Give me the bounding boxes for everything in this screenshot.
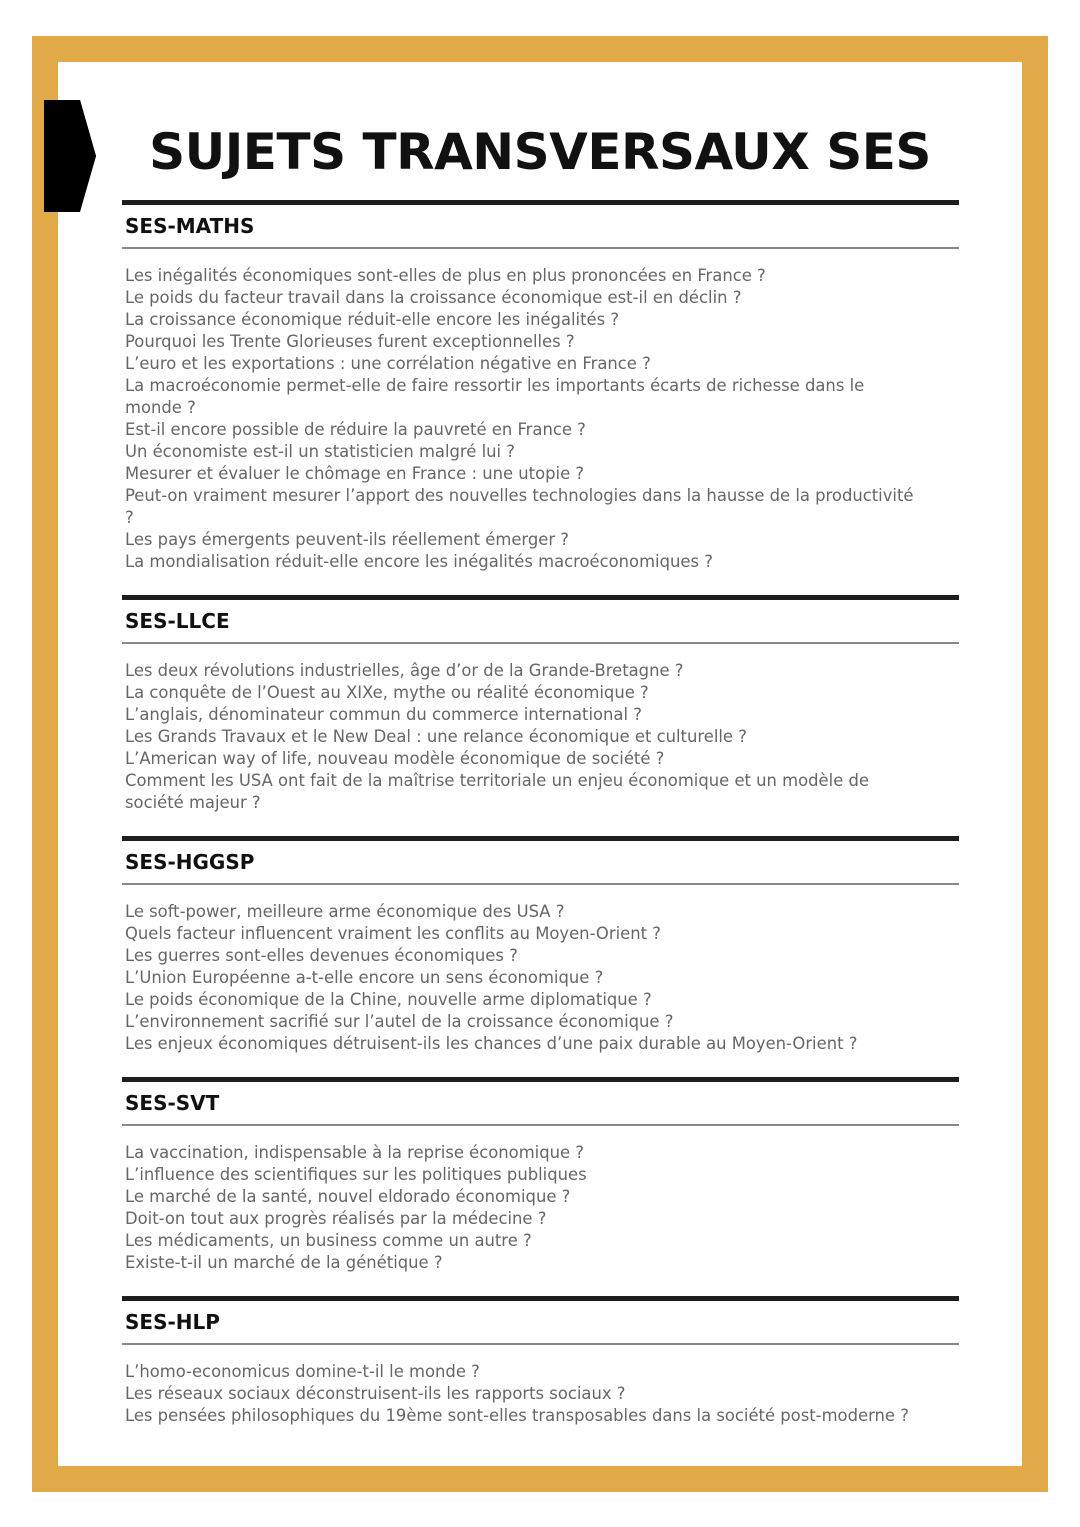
topic-item: Les enjeux économiques détruisent-ils les chances d’une paix durable au Moyen-Orient ?: [125, 1034, 858, 1053]
topic-item: Le marché de la santé, nouvel eldorado économique ?: [125, 1187, 571, 1206]
topic-item: Pourquoi les Trente Glorieuses furent exceptionnelles ?: [125, 332, 575, 351]
topic-item: La croissance économique réduit-elle encore les inégalités ?: [125, 310, 620, 329]
topic-item: Les réseaux sociaux déconstruisent-ils les rapports sociaux ?: [125, 1384, 626, 1403]
section-heading: SES-LLCE: [122, 600, 959, 644]
section-ses-llce: [122, 595, 959, 814]
section-heading: SES-SVT: [122, 1082, 959, 1126]
topic-item: Les pensées philosophiques du 19ème sont-elles transposables dans la société post-moderne ?: [125, 1406, 909, 1425]
section-ses-svt: [122, 1077, 959, 1274]
topic-item: Un économiste est-il un statisticien malgré lui ?: [125, 442, 515, 461]
topic-item: L’Union Européenne a-t-elle encore un sens économique ?: [125, 968, 604, 987]
topic-item: L’euro et les exportations : une corrélation négative en France ?: [125, 354, 651, 373]
topic-list: [122, 1126, 925, 1274]
topic-item: Les pays émergents peuvent-ils réellement émerger ?: [125, 530, 569, 549]
topic-item: La conquête de l’Ouest au XIXe, mythe ou réalité économique ?: [125, 683, 649, 702]
topic-item: La macroéconomie permet-elle de faire ressortir les importants écarts de richesse dans le monde ?: [125, 376, 865, 417]
topic-item: L’American way of life, nouveau modèle économique de société ?: [125, 749, 665, 768]
section-ses-hlp: [122, 1296, 959, 1427]
bookmark-tab-icon: [44, 100, 96, 212]
topic-list: [122, 1345, 925, 1427]
topic-item: Comment les USA ont fait de la maîtrise territoriale un enjeu économique et un modèle de société majeur ?: [125, 771, 869, 812]
topic-item: La vaccination, indispensable à la reprise économique ?: [125, 1143, 585, 1162]
topic-item: Peut-on vraiment mesurer l’apport des nouvelles technologies dans la hausse de la productivité ?: [125, 486, 914, 527]
topic-item: Est-il encore possible de réduire la pauvreté en France ?: [125, 420, 586, 439]
topic-item: Doit-on tout aux progrès réalisés par la médecine ?: [125, 1209, 547, 1228]
topic-item: Le soft-power, meilleure arme économique des USA ?: [125, 902, 565, 921]
topic-item: Le poids du facteur travail dans la croissance économique est-il en déclin ?: [125, 288, 742, 307]
topic-list: [122, 885, 925, 1055]
topic-item: Quels facteur influencent vraiment les conflits au Moyen-Orient ?: [125, 924, 661, 943]
topic-item: Les médicaments, un business comme un autre ?: [125, 1231, 532, 1250]
section-heading: SES-HGGSP: [122, 841, 959, 885]
sections: [122, 200, 959, 1449]
topic-item: Les inégalités économiques sont-elles de plus en plus prononcées en France ?: [125, 266, 766, 285]
topic-item: L’anglais, dénominateur commun du commerce international ?: [125, 705, 642, 724]
section-heading: SES-MATHS: [122, 205, 959, 249]
topic-item: Les deux révolutions industrielles, âge d’or de la Grande-Bretagne ?: [125, 661, 684, 680]
topic-item: L’environnement sacrifié sur l’autel de la croissance économique ?: [125, 1012, 674, 1031]
section-ses-maths: [122, 200, 959, 573]
section-ses-hggsp: [122, 836, 959, 1055]
topic-item: Les guerres sont-elles devenues économiques ?: [125, 946, 518, 965]
topic-item: L’homo-economicus domine-t-il le monde ?: [125, 1362, 480, 1381]
section-heading: SES-HLP: [122, 1301, 959, 1345]
topic-item: L’influence des scientifiques sur les politiques publiques: [125, 1165, 587, 1184]
topic-list: [122, 249, 925, 573]
topic-item: Le poids économique de la Chine, nouvelle arme diplomatique ?: [125, 990, 652, 1009]
page-title: SUJETS TRANSVERSAUX SES: [149, 123, 931, 181]
topic-item: Les Grands Travaux et le New Deal : une relance économique et culturelle ?: [125, 727, 747, 746]
topic-item: La mondialisation réduit-elle encore les inégalités macroéconomiques ?: [125, 552, 713, 571]
topic-list: [122, 644, 925, 814]
topic-item: Mesurer et évaluer le chômage en France : une utopie ?: [125, 464, 585, 483]
topic-item: Existe-t-il un marché de la génétique ?: [125, 1253, 443, 1272]
